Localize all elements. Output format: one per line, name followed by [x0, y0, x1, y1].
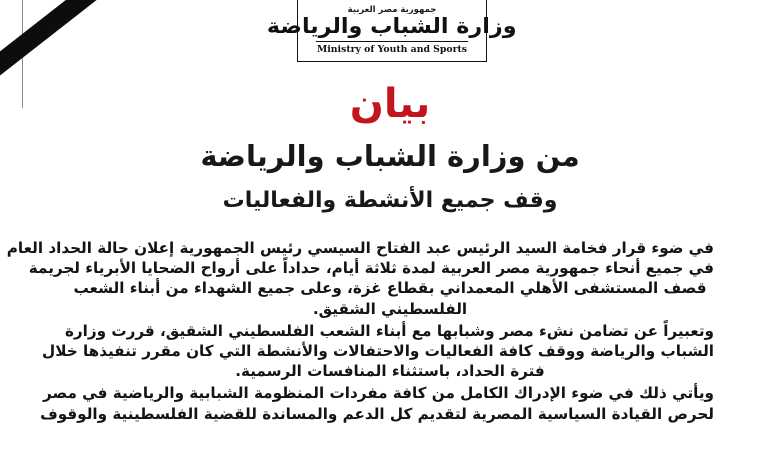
body-line: ويأتي ذلك في ضوء الإدراك الكامل من كافة مفردات المنظومة الشبابية والرياضية في مصر [43, 384, 714, 403]
body-line: الفلسطيني الشقيق. [312, 299, 468, 318]
body-line: قصف المستشفى الأهلي المعمداني بقطاع غزة، وعلى جميع الشهداء من أبناء الشعب [73, 279, 707, 298]
body-line: لحرص القيادة السياسية المصرية لتقديم كل الدعم والمساندة للقضية الفلسطينية والوقوف [40, 404, 714, 423]
logo-ministry-arabic: وزارة الشباب والرياضة [267, 14, 517, 39]
logo-country-label: جمهورية مصر العربية [347, 4, 437, 15]
statement-subject-heading: وقف جميع الأنشطة والفعاليات [222, 188, 558, 213]
body-paragraph-2 [42, 321, 714, 382]
body-paragraph-3 [40, 383, 714, 423]
statement-source-heading: من وزارة الشباب والرياضة [200, 139, 580, 173]
body-line: في ضوء قرار فخامة السيد الرئيس عبد الفتاح السيسي رئيس الجمهورية إعلان حالة الحداد العام [6, 239, 714, 257]
mourning-ribbon-icon [0, 0, 115, 84]
logo-ministry-english: Ministry of Youth and Sports [316, 43, 468, 55]
body-line: وتعبيراً عن تضامن نشء مصر وشبابها مع أبناء الشعب الفلسطيني الشقيق، قررت وزارة [64, 321, 714, 340]
statement-body [6, 238, 714, 426]
body-line: فترة الحداد، باستثناء المنافسات الرسمية. [235, 362, 545, 381]
ministry-logo [267, 0, 517, 62]
page-title: بيان [349, 81, 431, 127]
body-line: في جميع أنحاء جمهورية مصر العربية لمدة ثلاثة أيام، حداداً على أرواح الضحايا الأبرياء لجريمة [28, 259, 714, 278]
body-paragraph-1 [6, 238, 714, 319]
logo-divider [316, 41, 468, 42]
body-line: الشباب والرياضة ووقف كافة الفعاليات والاحتفالات والأنشطة التي كان مقرر تنفيذها خلال [42, 342, 714, 361]
